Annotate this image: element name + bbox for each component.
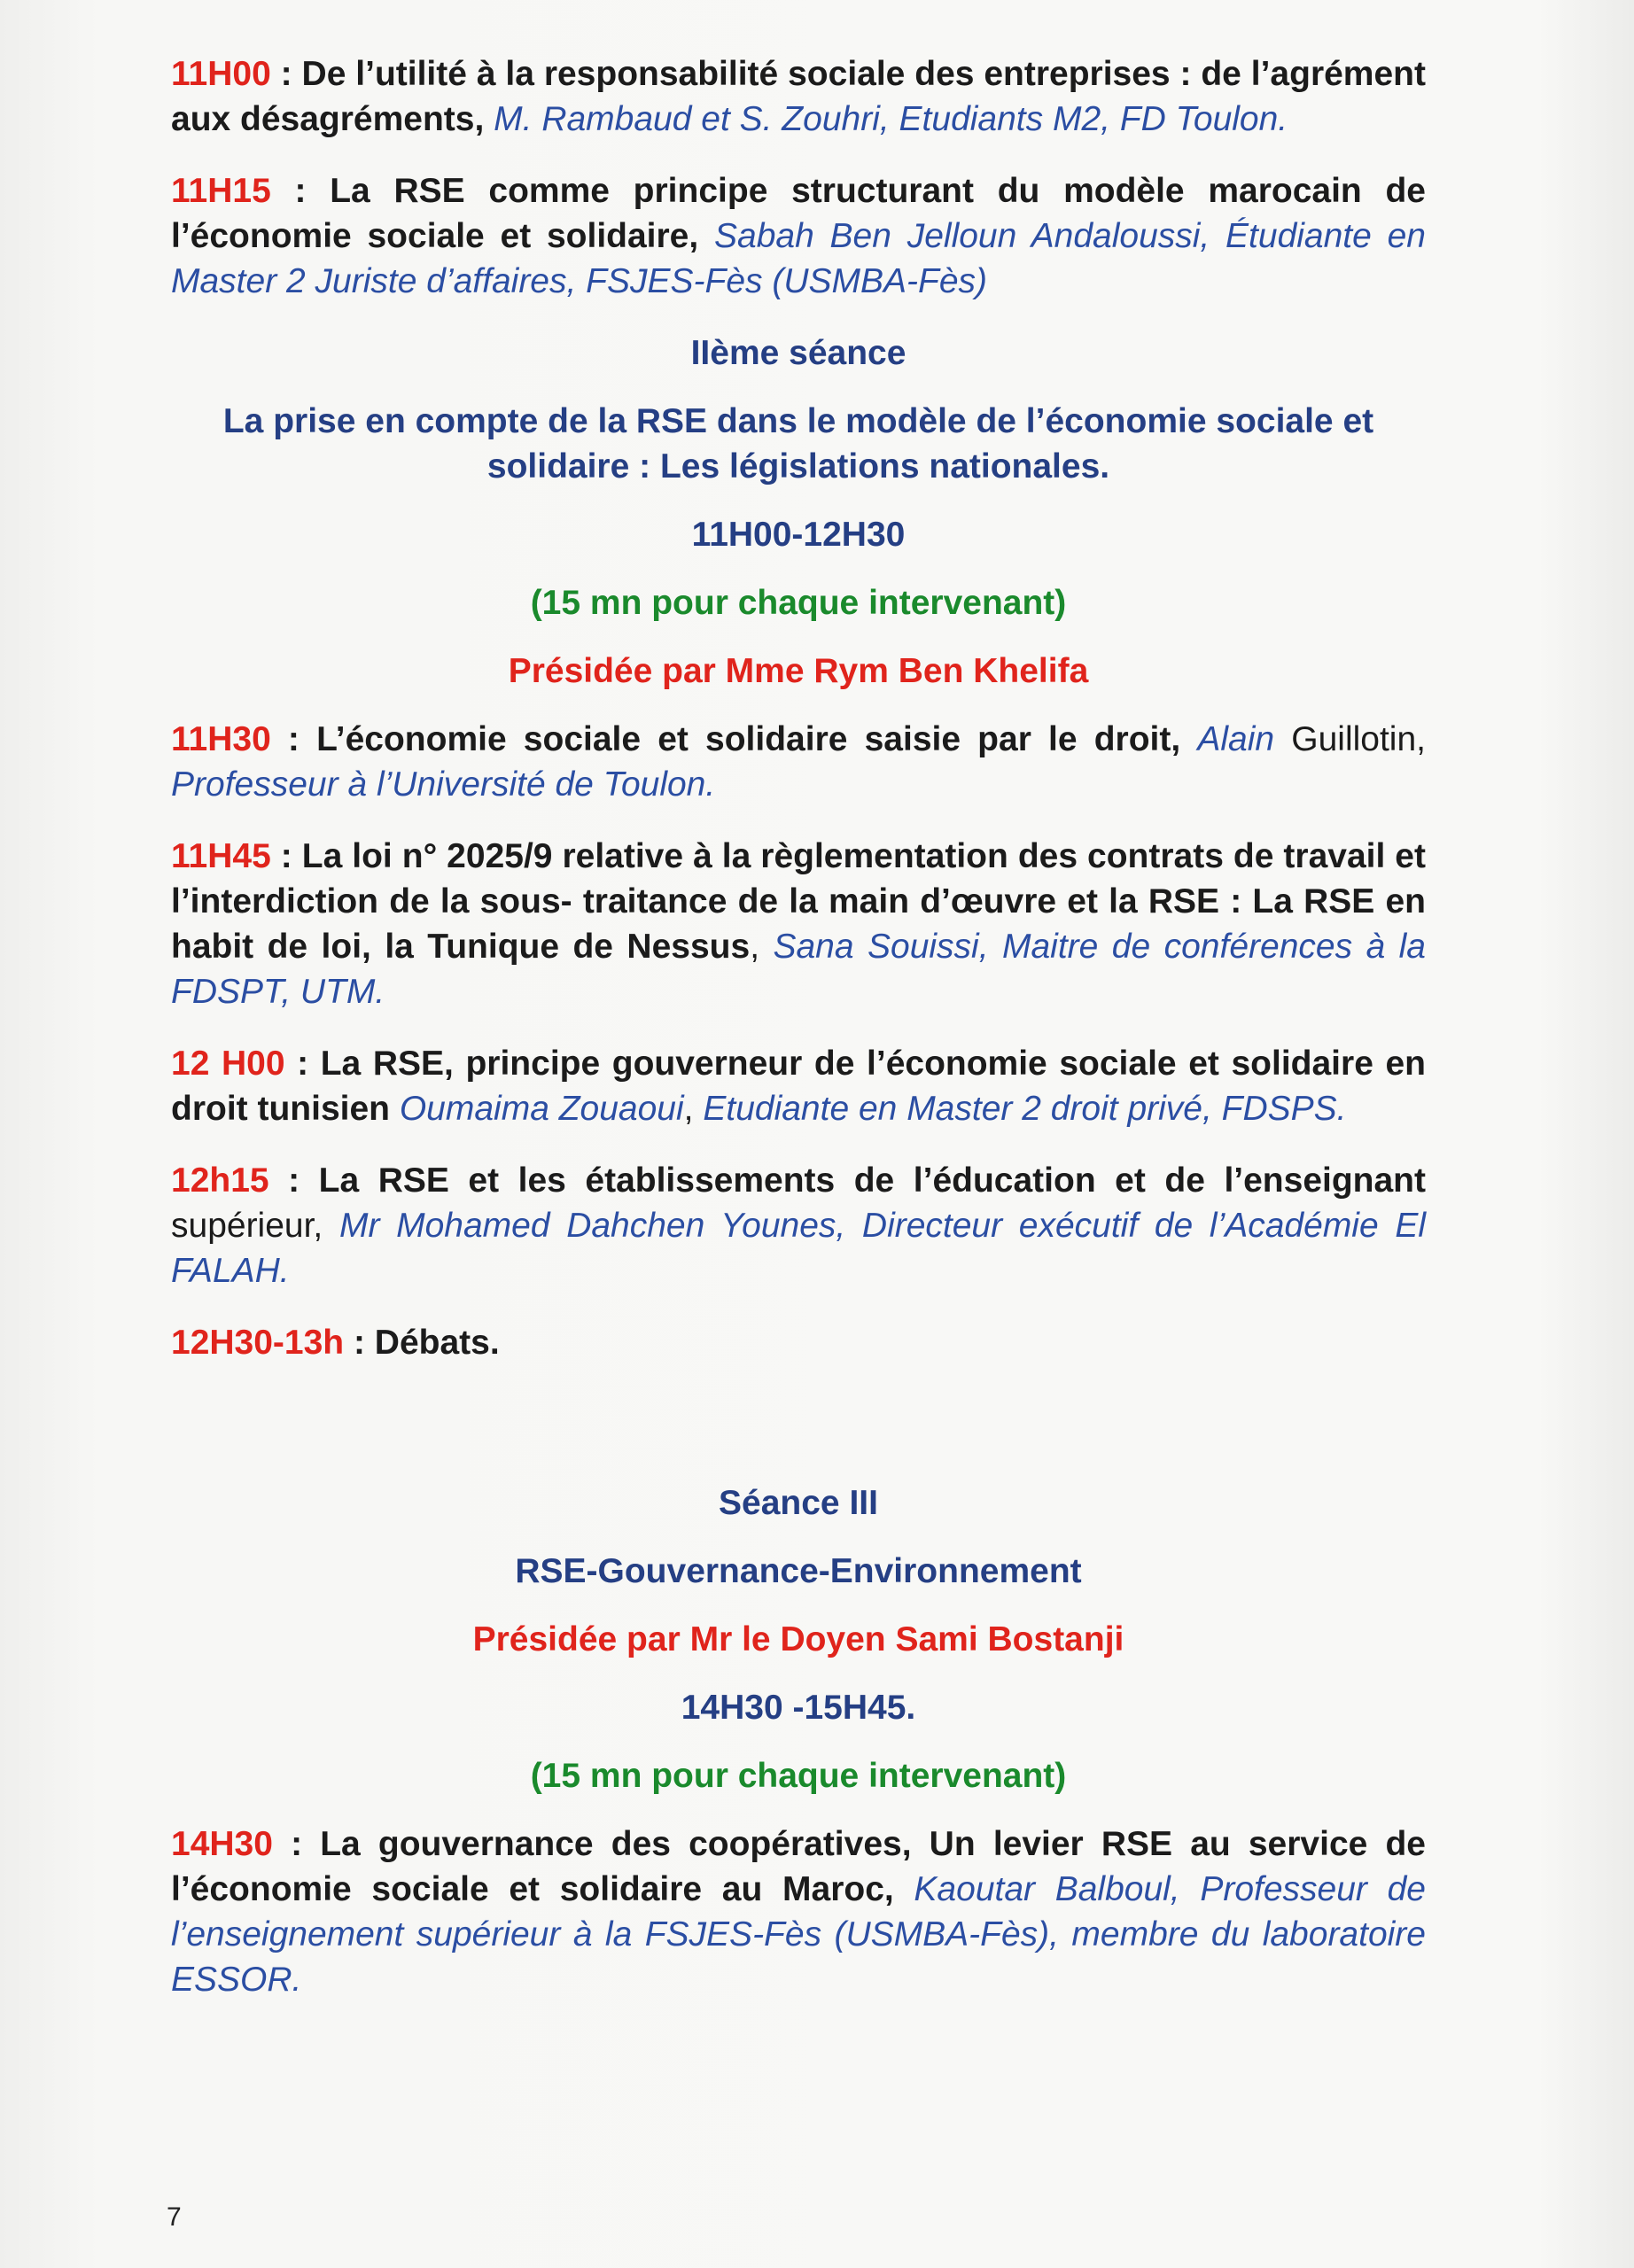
talk-title: La loi n° 2025/9 relative à la règlementation des contrats de travail et l’interdiction de la sous- traitance de la main d’œuvre et la RSE : La RSE en habit de loi, la Tunique de Nessus [171, 837, 1426, 966]
talk-separator: : [270, 837, 302, 875]
talk-author: Sabah Ben Jelloun Andaloussi, Étudiante en Master 2 Juriste d’affaires, FSJES-Fès (USMBA-Fès) [171, 217, 1426, 300]
talk-time: 11H30 [171, 720, 271, 758]
section-gap [171, 1392, 1426, 1480]
talk-separator: : [270, 720, 317, 758]
talk-entry-1200: 12 H00 : La RSE, principe gouverneur de l’économie sociale et solidaire en droit tunisien Oumaima Zouaoui, Etudiante en Master 2 droit privé, FDSPS. [171, 1045, 1426, 1128]
talk-separator: : [272, 1825, 321, 1863]
talk-time: 12 H00 [171, 1045, 285, 1083]
talk-entry-1100 [171, 51, 1426, 142]
session-timeslot: 14H30 -15H45. [681, 1689, 916, 1727]
talk-separator: : [284, 1045, 321, 1083]
talk-title: La RSE et les établissements de l’éducation et de l’enseignant [318, 1161, 1426, 1200]
session-heading: Séance III [719, 1484, 878, 1522]
talk-author: Sana Souissi, Maitre de conférences à la FDSPT, UTM. [171, 928, 1426, 1011]
talk-entry-1145 [171, 834, 1426, 1014]
talk-entry-debate [171, 1320, 1426, 1365]
talk-title: Débats. [374, 1324, 500, 1362]
talk-title: De l’utilité à la responsabilité sociale des entreprises : de l’agrément aux désagréments, [171, 55, 1426, 138]
talk-author: Oumaima Zouaoui [399, 1090, 684, 1128]
talk-title: L’économie sociale et solidaire saisie par le droit, [316, 720, 1181, 758]
session-theme: RSE-Gouvernance-Environnement [515, 1552, 1082, 1590]
talk-separator: : [344, 1324, 375, 1362]
talk-author: Kaoutar Balboul, Professeur de l’enseignement supérieur à la FSJES-Fès (USMBA-Fès), membre du laboratoire ESSOR. [171, 1870, 1426, 1999]
talk-time: 12H30-13h [171, 1324, 345, 1362]
talk-title: La gouvernance des coopératives, Un levier RSE au service de l’économie sociale et solidaire au Maroc, [171, 1825, 1426, 1908]
session-duration-note: (15 mn pour chaque intervenant) [530, 584, 1067, 622]
talk-entry-1115 [171, 168, 1426, 304]
talk-title: La RSE, principe gouverneur de l’économie sociale et solidaire en droit tunisien [171, 1045, 1426, 1128]
talk-author-rest: Etudiante en Master 2 droit privé, FDSPS. [703, 1090, 1347, 1128]
talk-entry-1215 [171, 1158, 1426, 1293]
talk-separator: : [268, 1161, 319, 1200]
talk-separator: : [270, 55, 302, 93]
page-number: 7 [167, 2202, 182, 2232]
talk-time: 11H00 [171, 55, 271, 93]
program-content [171, 51, 1426, 2029]
talk-title: La RSE comme principe structurant du modèle marocain de l’économie sociale et solidaire, [171, 172, 1426, 255]
talk-author-name: Guillotin, [1274, 720, 1426, 758]
talk-entry-1130 [171, 717, 1426, 807]
talk-entry-1430 [171, 1821, 1426, 2002]
session-timeslot: 11H00-12H30 [691, 516, 906, 554]
talk-author: M. Rambaud et S. Zouhri, Etudiants M2, FD Toulon. [494, 100, 1288, 138]
talk-separator: : [270, 172, 331, 210]
talk-title-plain: supérieur, [171, 1207, 339, 1245]
session-chair: Présidée par Mme Rym Ben Khelifa [508, 652, 1089, 690]
talk-time: 11H45 [171, 837, 271, 875]
talk-comma: , [750, 928, 774, 966]
talk-time: 14H30 [171, 1825, 273, 1863]
talk-time: 12h15 [171, 1161, 269, 1200]
session-duration-note: (15 mn pour chaque intervenant) [530, 1757, 1067, 1795]
talk-author: Professeur à l’Université de Toulon. [171, 765, 716, 804]
talk-author: Mr Mohamed Dahchen Younes, Directeur exécutif de l’Académie El FALAH. [171, 1207, 1427, 1290]
talk-time: 11H15 [171, 172, 271, 210]
session-chair: Présidée par Mr le Doyen Sami Bostanji [472, 1620, 1124, 1658]
session-theme: La prise en compte de la RSE dans le modèle de l’économie sociale et solidaire : Les législations nationales. [222, 402, 1374, 485]
session-heading: IIème séance [690, 334, 906, 372]
talk-author-first: Alain [1197, 720, 1275, 758]
